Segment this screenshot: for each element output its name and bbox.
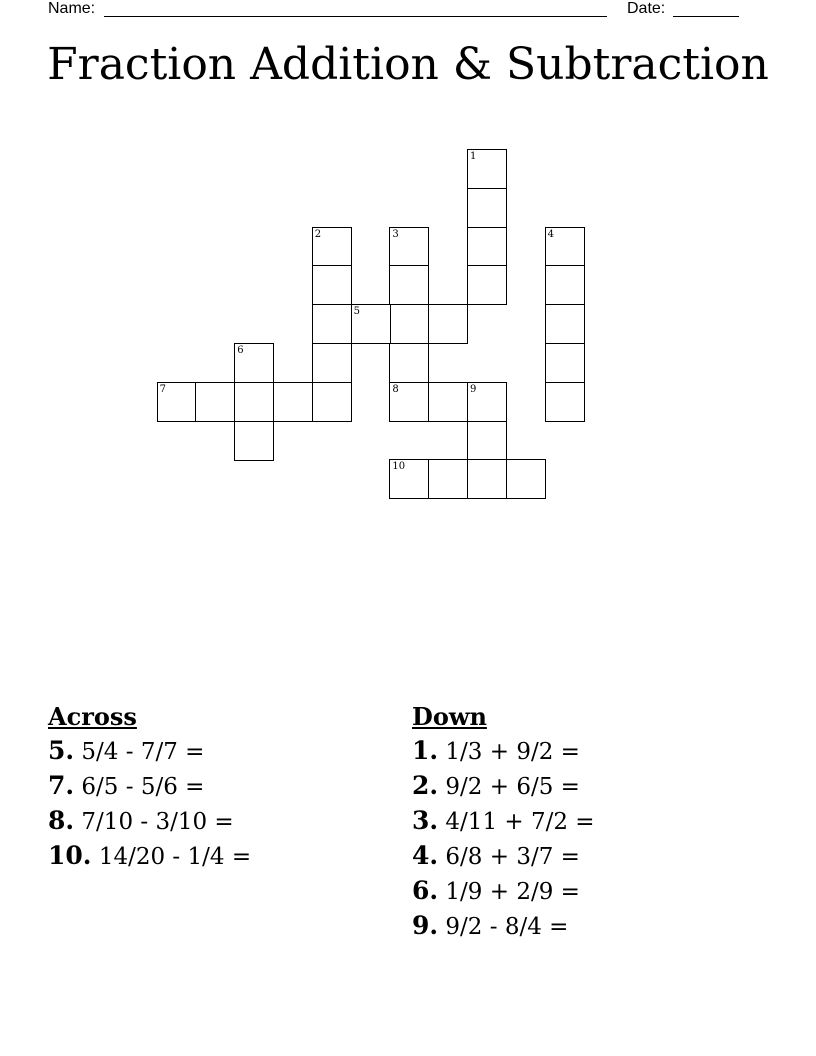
clue-text: 14/20 - 1/4 = bbox=[98, 844, 252, 870]
clue-item bbox=[412, 909, 595, 944]
crossword-cell[interactable] bbox=[467, 459, 507, 499]
across-heading: Across bbox=[48, 702, 137, 731]
crossword-cell[interactable] bbox=[428, 459, 468, 499]
crossword-cell[interactable] bbox=[312, 265, 352, 305]
crossword-cell[interactable] bbox=[545, 382, 585, 422]
page-title: Fraction Addition & Subtraction bbox=[47, 39, 769, 90]
down-list bbox=[412, 734, 595, 944]
crossword-cell[interactable] bbox=[389, 304, 429, 344]
cell-number: 10 bbox=[392, 461, 406, 473]
clue-number: 6. bbox=[412, 876, 439, 905]
clue-text: 9/2 + 6/5 = bbox=[445, 774, 580, 800]
crossword-cell[interactable] bbox=[467, 382, 507, 422]
crossword-cell[interactable] bbox=[389, 343, 429, 383]
crossword-cell[interactable] bbox=[428, 304, 468, 344]
down-heading: Down bbox=[412, 702, 487, 731]
crossword-cell[interactable] bbox=[312, 304, 352, 344]
across-list bbox=[48, 734, 251, 874]
crossword-cell[interactable] bbox=[312, 382, 352, 422]
clue-number: 9. bbox=[412, 911, 439, 940]
clue-number: 1. bbox=[412, 736, 439, 765]
crossword-cell[interactable] bbox=[467, 188, 507, 228]
crossword-cell[interactable] bbox=[312, 227, 352, 267]
clue-item bbox=[48, 804, 251, 839]
crossword-cell[interactable] bbox=[234, 382, 274, 422]
clue-number: 10. bbox=[48, 841, 92, 870]
cell-number: 7 bbox=[159, 383, 166, 395]
down-clues bbox=[412, 702, 595, 944]
crossword-cell[interactable] bbox=[467, 227, 507, 267]
clue-number: 7. bbox=[48, 771, 75, 800]
date-label: Date: bbox=[627, 0, 666, 17]
clue-text: 5/4 - 7/7 = bbox=[81, 739, 205, 765]
crossword-cell[interactable] bbox=[428, 382, 468, 422]
cell-number: 1 bbox=[470, 151, 477, 162]
clue-text: 4/11 + 7/2 = bbox=[445, 809, 595, 835]
crossword-cell[interactable] bbox=[467, 149, 507, 189]
clue-text: 9/2 - 8/4 = bbox=[445, 914, 569, 940]
cell-number: 5 bbox=[353, 306, 360, 318]
clue-item bbox=[48, 769, 251, 804]
clue-text: 1/3 + 9/2 = bbox=[445, 739, 580, 765]
crossword-cell[interactable] bbox=[389, 265, 429, 305]
crossword-cell[interactable] bbox=[545, 343, 585, 383]
name-label: Name: bbox=[48, 0, 96, 17]
cell-number: 9 bbox=[470, 383, 477, 395]
cell-number: 6 bbox=[237, 345, 244, 356]
clue-number: 8. bbox=[48, 806, 75, 835]
clue-number: 3. bbox=[412, 806, 439, 835]
crossword-cell[interactable] bbox=[389, 382, 429, 422]
crossword-grid bbox=[0, 0, 816, 520]
crossword-cell[interactable] bbox=[389, 227, 429, 267]
clue-text: 1/9 + 2/9 = bbox=[445, 879, 580, 905]
crossword-cell[interactable] bbox=[389, 459, 429, 499]
clue-number: 2. bbox=[412, 771, 439, 800]
clue-item bbox=[412, 839, 595, 874]
clue-item bbox=[412, 804, 595, 839]
clue-number: 5. bbox=[48, 736, 75, 765]
crossword-cell[interactable] bbox=[545, 304, 585, 344]
clue-item bbox=[412, 874, 595, 909]
cell-number: 2 bbox=[314, 228, 322, 240]
clue-item bbox=[48, 839, 251, 874]
clue-text: 6/8 + 3/7 = bbox=[445, 844, 580, 870]
crossword-cell[interactable] bbox=[312, 343, 352, 383]
clue-item bbox=[412, 769, 595, 804]
crossword-cell[interactable] bbox=[506, 459, 546, 499]
crossword-cell[interactable] bbox=[545, 227, 585, 267]
crossword-cell[interactable] bbox=[467, 421, 507, 461]
clue-item bbox=[48, 734, 251, 769]
crossword-cell[interactable] bbox=[351, 304, 391, 344]
clue-text: 7/10 - 3/10 = bbox=[81, 809, 234, 835]
crossword-cell[interactable] bbox=[467, 265, 507, 305]
crossword-cell[interactable] bbox=[234, 421, 274, 461]
cell-number: 8 bbox=[392, 383, 399, 395]
clue-text: 6/5 - 5/6 = bbox=[81, 774, 205, 800]
crossword-cell[interactable] bbox=[234, 343, 274, 383]
across-clues bbox=[48, 702, 251, 874]
clue-item bbox=[412, 734, 595, 769]
clue-number: 4. bbox=[412, 841, 439, 870]
cell-number: 3 bbox=[392, 228, 399, 240]
crossword-cell[interactable] bbox=[195, 382, 235, 422]
crossword-cell[interactable] bbox=[545, 265, 585, 305]
crossword-cell[interactable] bbox=[157, 382, 197, 422]
cell-number: 4 bbox=[547, 228, 554, 240]
crossword-cell[interactable] bbox=[273, 382, 313, 422]
